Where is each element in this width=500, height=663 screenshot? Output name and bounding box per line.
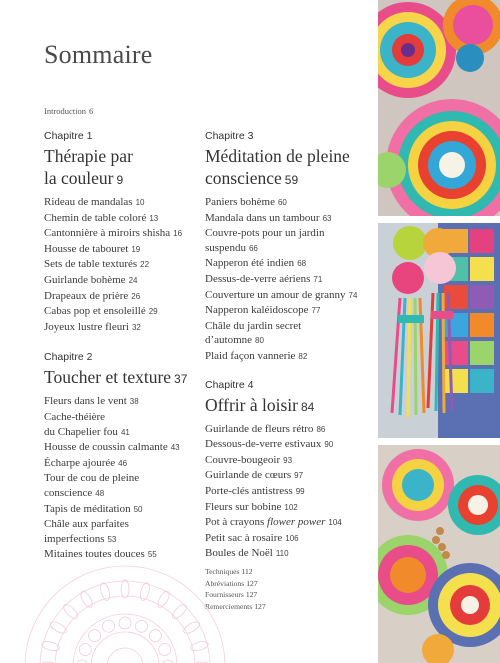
entry-page: 46 — [118, 458, 128, 468]
entry-text: Mitaines toutes douces — [44, 548, 145, 561]
entry-page: 106 — [285, 533, 299, 543]
mandala-petal — [99, 582, 111, 601]
toc-entry — [205, 195, 375, 211]
mandala-dot — [89, 630, 101, 642]
mandala-dot — [119, 617, 131, 629]
mandala-petal — [49, 620, 69, 636]
entry-text: Porte-clés antistress — [205, 484, 293, 497]
toc-entry — [44, 517, 194, 547]
toc-entry — [205, 531, 375, 547]
entry-page: 74 — [348, 290, 358, 300]
entry-page: 41 — [120, 427, 130, 437]
entry-page: 93 — [283, 455, 293, 465]
entry-page: 102 — [284, 502, 298, 512]
entry-text: suspendu — [205, 241, 246, 254]
entry-text: du Chapelier fou — [44, 425, 118, 438]
entry-page: 99 — [295, 486, 305, 496]
toc-entry — [205, 226, 375, 256]
page-title: Sommaire — [44, 40, 153, 69]
entry-text: Sets de table texturés — [44, 258, 138, 271]
entry-page: 97 — [294, 471, 304, 481]
entry-text: Chemin de table coloré — [44, 211, 147, 224]
chapter-page: 9 — [116, 173, 124, 187]
entry-text: Guirlande de fleurs rétro — [205, 422, 314, 435]
entry-page: 38 — [129, 397, 139, 407]
chapter-4 — [205, 379, 375, 562]
entry-text: Guirlande de cœurs — [205, 469, 292, 482]
chapter-title-line: Toucher et texture — [44, 367, 172, 388]
chapter-title — [205, 145, 375, 191]
back-matter-label: Remerciements — [205, 601, 253, 611]
back-matter-label: Techniques — [205, 567, 240, 576]
entry-page: 71 — [313, 274, 323, 284]
mandala-petal — [182, 620, 202, 636]
entry-text: Guirlande bohème — [44, 273, 126, 286]
mandala-petal — [61, 602, 79, 620]
back-matter-page: 127 — [254, 601, 266, 611]
entry-page: 16 — [173, 229, 183, 239]
toc-entry — [44, 289, 194, 305]
right-column — [205, 130, 375, 576]
entry-page: 90 — [324, 440, 334, 450]
entry-page: 22 — [140, 260, 150, 270]
chapter-3 — [205, 130, 375, 365]
toc-entry — [205, 303, 375, 319]
toc-entry — [44, 456, 194, 472]
entry-text: flower power — [267, 516, 326, 529]
pompom-tassels-photo — [378, 223, 500, 438]
back-matter-page: 127 — [246, 578, 258, 588]
mandala-dot — [79, 644, 91, 656]
entry-page: 32 — [131, 322, 141, 332]
toc-entry — [205, 468, 375, 484]
entry-page: 19 — [131, 244, 141, 254]
mandala-petal — [170, 602, 188, 620]
entry-page: 55 — [147, 550, 157, 560]
chapter-title — [205, 394, 375, 418]
entry-text: Napperon kaléidoscope — [205, 304, 309, 317]
intro-page: 6 — [89, 106, 94, 116]
entry-text: conscience — [44, 486, 93, 499]
toc-entry — [44, 502, 194, 518]
entry-text: Dessous-de-verre estivaux — [205, 438, 322, 451]
entry-text: Dessus-de-verre aériens — [205, 272, 311, 285]
entry-page: 50 — [133, 504, 143, 514]
entry-text: Napperon été indien — [205, 257, 295, 270]
entry-page: 66 — [248, 243, 258, 253]
entry-list — [44, 394, 194, 563]
mandala-petal — [190, 640, 209, 652]
entry-text: Cantonnière à miroirs shisha — [44, 227, 171, 240]
chapter-title-line: Offrir à loisir — [205, 394, 298, 415]
entry-page: 10 — [135, 198, 145, 207]
entry-text: Couvre-bougeoir — [205, 453, 281, 466]
entry-text: Tapis de méditation — [44, 502, 131, 515]
photo-strip — [378, 0, 500, 663]
toc-entry — [205, 500, 375, 516]
toc-entry — [205, 422, 375, 438]
entry-text: Mandala dans un tambour — [205, 211, 320, 224]
chapter-title — [44, 366, 194, 390]
toc-entry — [205, 288, 375, 304]
entry-text: Cabas pop et ensoleillé — [44, 305, 146, 318]
toc-entry — [205, 211, 375, 227]
toc-entry — [44, 211, 194, 227]
entry-page: 63 — [322, 213, 332, 223]
entry-text: Paniers bohème — [205, 196, 275, 208]
mandala-petal — [79, 590, 95, 610]
entry-text: Petit sac à rosaire — [205, 531, 283, 544]
toc-entry — [44, 410, 194, 440]
mandala-dot — [149, 630, 161, 642]
mandala-petal — [156, 590, 172, 610]
entry-page: 29 — [148, 307, 158, 317]
crochet-blanket-photo — [378, 445, 500, 663]
toc-entry — [205, 484, 375, 500]
intro-label: Introduction — [44, 106, 87, 116]
entry-text: Tour de cou de pleine — [44, 472, 140, 485]
chapter-page: 84 — [301, 399, 315, 414]
mandala-petal — [121, 580, 129, 598]
entry-text: Rideau de mandalas — [44, 196, 133, 208]
chapter-page: 37 — [174, 372, 188, 387]
toc-entry — [44, 394, 194, 410]
entry-text: Écharpe ajourée — [44, 456, 116, 469]
back-matter-label: Fournisseurs — [205, 590, 244, 599]
toc-entry — [205, 437, 375, 453]
chapter-2 — [44, 351, 194, 563]
entry-text: Fleurs sur bobine — [205, 500, 282, 513]
entry-text: imperfections — [44, 532, 105, 545]
toc-entry — [205, 349, 375, 365]
toc-entry — [44, 242, 194, 258]
entry-list — [205, 195, 375, 365]
chapter-title-line: la couleur — [44, 168, 114, 188]
entry-text: Housse de coussin calmante — [44, 441, 168, 454]
entry-page: 104 — [328, 518, 342, 528]
chapter-label: Chapitre 1 — [44, 130, 93, 142]
toc-entry — [205, 256, 375, 272]
mandala-dot — [136, 620, 148, 632]
mandala-watermark — [10, 548, 240, 663]
chapter-label: Chapitre 4 — [205, 378, 254, 391]
entry-page: 86 — [316, 424, 326, 434]
toc-entry — [205, 319, 375, 349]
entry-list — [44, 195, 194, 335]
entry-page: 110 — [275, 549, 289, 559]
chapter-title-line: Thérapie par — [44, 146, 133, 166]
toc-entry — [44, 304, 194, 320]
toc-entry — [205, 272, 375, 288]
left-column — [44, 130, 194, 577]
chapter-page: 59 — [284, 173, 299, 187]
entry-page: 53 — [107, 534, 117, 544]
back-matter-page: 112 — [241, 567, 253, 576]
toc-entry — [44, 440, 194, 456]
toc-entry — [44, 273, 194, 289]
chapter-title-line: conscience — [205, 168, 282, 188]
entry-text: Boules de Noël — [205, 547, 273, 560]
toc-entry — [44, 226, 194, 242]
entry-page: 43 — [170, 443, 180, 453]
toc-entry — [44, 320, 194, 336]
mandala-petal — [139, 582, 151, 601]
back-matter-label: Abréviations — [205, 578, 245, 588]
entry-text: Cache-théière — [44, 410, 106, 423]
entry-page: 80 — [255, 336, 264, 346]
entry-text: Couverture un amour de granny — [205, 288, 346, 301]
entry-text: Châle aux parfaites — [44, 518, 129, 531]
toc-entry — [205, 453, 375, 469]
entry-text: Housse de tabouret — [44, 242, 129, 255]
entry-page: 48 — [95, 488, 105, 498]
entry-text: Pot à crayons — [205, 516, 268, 529]
toc-entry — [44, 471, 194, 501]
toc-entry — [205, 515, 375, 531]
intro-entry — [44, 106, 93, 116]
entry-page: 13 — [149, 213, 159, 223]
entry-page: 68 — [297, 259, 307, 269]
toc-entry — [44, 195, 194, 211]
mandala-dot — [159, 644, 171, 656]
entry-page: 77 — [311, 306, 321, 316]
chapter-title — [44, 145, 194, 191]
entry-text: Joyeux lustre fleuri — [44, 320, 129, 333]
entry-text: Drapeaux de prière — [44, 289, 129, 302]
entry-list — [205, 422, 375, 562]
entry-text: d’automne — [205, 334, 253, 347]
crochet-cushion-photo — [378, 0, 500, 216]
entry-page: 60 — [277, 198, 287, 207]
entry-text: Plaid façon vannerie — [205, 349, 296, 362]
entry-page: 24 — [128, 275, 138, 285]
chapter-label: Chapitre 2 — [44, 351, 93, 364]
entry-text: Châle du jardin secret — [205, 319, 302, 332]
chapter-label: Chapitre 3 — [205, 130, 254, 142]
mandala-dot — [103, 620, 115, 632]
entry-page: 82 — [298, 351, 308, 361]
entry-text: Fleurs dans le vent — [44, 395, 127, 408]
chapter-title-line: Méditation de pleine — [205, 146, 350, 166]
entry-text: Couvre-pots pour un jardin — [205, 227, 325, 240]
toc-entry — [44, 257, 194, 273]
back-matter-page: 127 — [245, 590, 258, 599]
entry-page: 26 — [131, 291, 141, 301]
mandala-petal — [41, 640, 60, 652]
chapter-1 — [44, 130, 194, 335]
